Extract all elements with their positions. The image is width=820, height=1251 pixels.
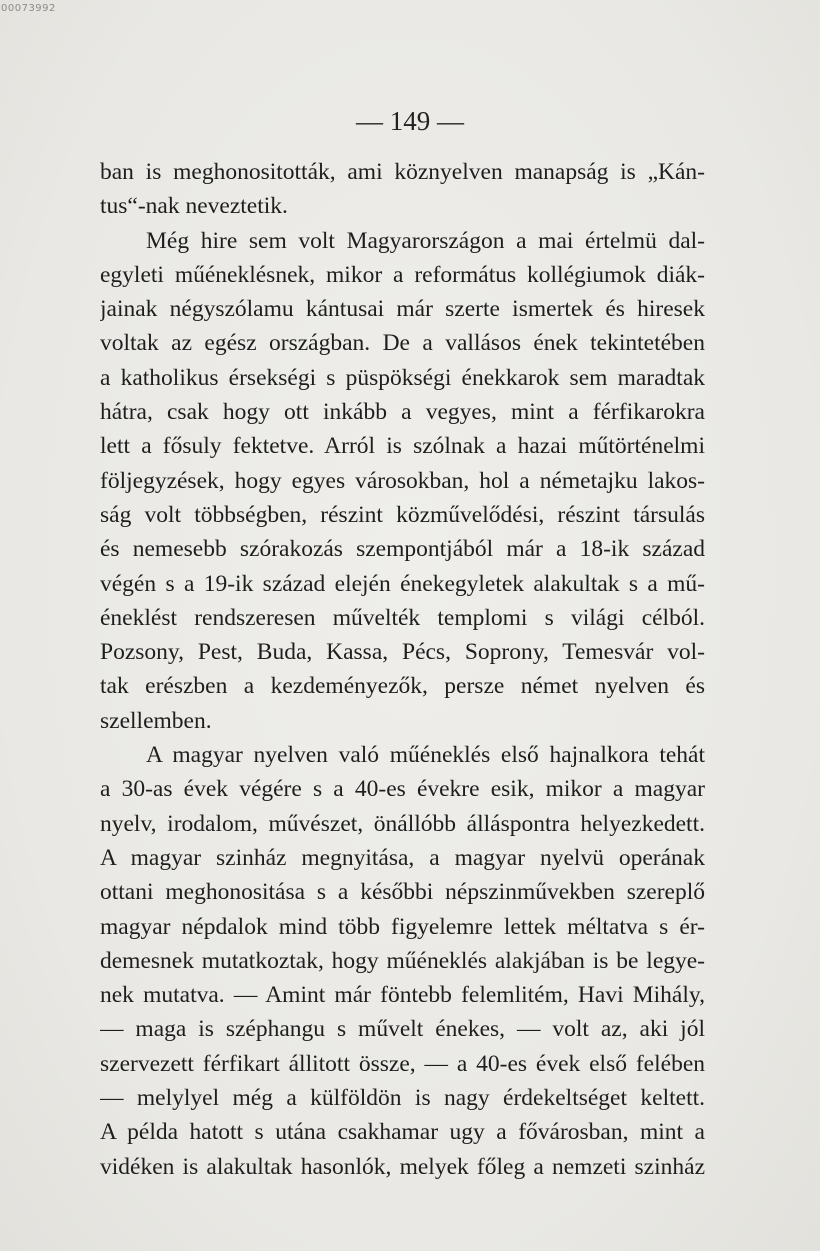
scan-id-label: 00073992 <box>1 3 56 14</box>
text-line: és nemesebb szórakozás szempontjából már a 18-ik század <box>100 536 705 563</box>
text-line: szellemben. <box>100 707 212 734</box>
text-line: A példa hatott s utána csakhamar ugy a fővárosban, mint a <box>100 1119 705 1146</box>
text-line: följegyzések, hogy egyes városokban, hol a németajku lakos- <box>100 467 705 494</box>
text-line: nek mutatva. — Amint már föntebb felemlitém, Havi Mihály, <box>100 982 705 1009</box>
text-line: hátra, csak hogy ott inkább a vegyes, mint a férfikarokra <box>100 399 705 426</box>
text-line: vidéken is alakultak hasonlók, melyek főleg a nemzeti szinház <box>100 1153 705 1180</box>
text-line: ottani meghonositása s a későbbi népszinművekben szereplő <box>100 879 705 906</box>
text-line: tak erészben a kezdeményezők, persze német nyelven és <box>100 673 705 700</box>
text-line: Még hire sem volt Magyarországon a mai értelmü dal- <box>146 227 705 254</box>
text-line: demesnek mutatkoztak, hogy műéneklés alakjában is be legye- <box>100 947 705 974</box>
text-line: tus“-nak neveztetik. <box>100 193 288 220</box>
text-line: végén s a 19-ik század elején énekegyletek alakultak s a mű- <box>100 570 705 597</box>
text-line: — maga is széphangu s művelt énekes, — volt az, aki jól <box>100 1016 705 1043</box>
text-line: voltak az egész országban. De a vallásos ének tekintetében <box>100 330 705 357</box>
text-line: magyar népdalok mind több figyelemre lettek méltatva s ér- <box>100 913 705 940</box>
text-line: ban is meghonositották, ami köznyelven manapság is „Kán- <box>100 159 705 185</box>
text-line: ság volt többségben, részint közművelődési, részint társulás <box>100 501 705 528</box>
text-line: a 30-as évek végére s a 40-es évekre esik, mikor a magyar <box>100 776 705 803</box>
text-line: A magyar nyelven való műéneklés első hajnalkora tehát <box>146 742 705 769</box>
text-line: a katholikus érsekségi s püspökségi énekkarok sem maradtak <box>100 364 705 391</box>
text-line: nyelv, irodalom, művészet, önállóbb álláspontra helyezkedett. <box>100 810 705 837</box>
text-line: egyleti műéneklésnek, mikor a református kollégiumok diák- <box>100 261 705 288</box>
text-line: lett a fősuly fektetve. Arról is szólnak a hazai műtörténelmi <box>100 433 705 460</box>
text-line: Pozsony, Pest, Buda, Kassa, Pécs, Soprony, Temesvár vol- <box>100 639 705 666</box>
text-line: éneklést rendszeresen művelték templomi s világi célból. <box>100 604 705 631</box>
text-line: szervezett férfikart állitott össze, — a 40-es évek első felében <box>100 1050 705 1077</box>
page-number: — 149 — <box>356 106 464 136</box>
body-text <box>100 155 705 1184</box>
text-line: — melylyel még a külföldön is nagy érdekeltséget keltett. <box>100 1085 705 1112</box>
text-line: A magyar szinház megnyitása, a magyar nyelvü operának <box>100 844 705 871</box>
text-line: jainak négyszólamu kántusai már szerte ismertek és hiresek <box>100 296 705 323</box>
